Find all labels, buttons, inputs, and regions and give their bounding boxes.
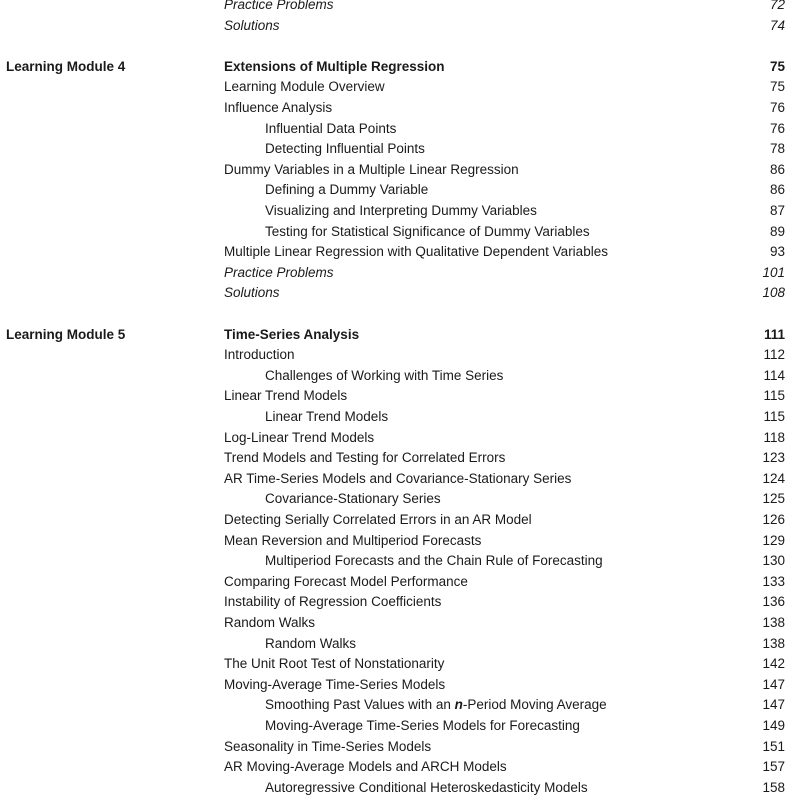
module-label: Learning Module 4 <box>6 58 126 74</box>
entry-title: Moving-Average Time-Series Models <box>224 676 446 692</box>
toc-entry <box>0 551 800 571</box>
page-number: 114 <box>763 367 785 383</box>
page-number: 142 <box>762 656 785 672</box>
page-number: 112 <box>763 347 785 363</box>
page-number: 123 <box>762 450 785 466</box>
entry-title: Multiperiod Forecasts and the Chain Rule of Forecasting <box>265 553 603 569</box>
page-number: 136 <box>762 594 785 610</box>
page-number: 147 <box>762 697 785 713</box>
toc-entry <box>0 139 800 159</box>
entry-title: Practice Problems <box>224 0 334 12</box>
toc-entry <box>0 572 800 592</box>
entry-title: Linear Trend Models <box>224 388 348 404</box>
entry-title: The Unit Root Test of Nonstationarity <box>224 656 445 672</box>
entry-title: Detecting Influential Points <box>265 141 425 157</box>
page-number: 147 <box>762 676 785 692</box>
toc-entry <box>0 469 800 489</box>
page-number: 115 <box>763 388 785 404</box>
toc-entry <box>0 160 800 180</box>
entry-title: Practice Problems <box>224 264 334 280</box>
toc-entry <box>0 98 800 118</box>
toc-entry <box>0 695 800 715</box>
entry-title: Challenges of Working with Time Series <box>265 367 504 383</box>
page-number: 86 <box>769 161 785 177</box>
toc-entry <box>0 407 800 427</box>
toc-entry <box>0 428 800 448</box>
toc-entry <box>0 283 800 303</box>
toc-entry <box>0 654 800 674</box>
page-number: 158 <box>762 779 785 795</box>
toc-entry <box>0 201 800 221</box>
entry-title: Solutions <box>224 285 280 301</box>
page-number: 87 <box>769 203 785 218</box>
toc-entry <box>0 716 800 736</box>
toc-entry <box>0 510 800 530</box>
entry-title: Random Walks <box>224 615 316 630</box>
toc-entry <box>0 222 800 242</box>
toc-entry <box>0 242 800 262</box>
page-number: 75 <box>769 58 785 74</box>
entry-title: Instability of Regression Coefficients <box>224 594 442 610</box>
entry-title: Linear Trend Models <box>265 409 389 424</box>
page-number: 86 <box>769 182 785 198</box>
page-number: 75 <box>769 79 785 95</box>
entry-title: Visualizing and Interpreting Dummy Variables <box>265 203 537 218</box>
page-number: 108 <box>762 285 785 301</box>
toc-entry <box>0 737 800 757</box>
module-title: Extensions of Multiple Regression <box>224 58 445 74</box>
page-number: 74 <box>769 17 785 33</box>
entry-title: Multiple Linear Regression with Qualitative Dependent Variables <box>224 244 608 260</box>
entry-title: Influence Analysis <box>224 100 333 115</box>
page-number: 76 <box>769 100 785 115</box>
toc-entry <box>0 613 800 633</box>
toc-entry <box>0 77 800 97</box>
toc-entry <box>0 386 800 406</box>
module-label: Learning Module 5 <box>6 326 126 342</box>
entry-title: AR Time-Series Models and Covariance-Stationary Series <box>224 470 572 486</box>
entry-title: Seasonality in Time-Series Models <box>224 738 432 754</box>
entry-title: Detecting Serially Correlated Errors in an AR Model <box>224 512 532 527</box>
toc-entry <box>0 0 800 15</box>
entry-title: Autoregressive Conditional Heteroskedasticity Models <box>265 779 588 795</box>
page-number: 151 <box>762 738 785 754</box>
toc-entry <box>0 489 800 509</box>
entry-title: Smoothing Past Values with an n-Period Moving Average <box>265 697 607 713</box>
toc-entry <box>0 180 800 200</box>
page-number: 72 <box>769 0 785 12</box>
page-number: 76 <box>769 120 785 136</box>
entry-title: Random Walks <box>265 635 357 651</box>
toc-entry <box>0 325 800 345</box>
entry-title: Moving-Average Time-Series Models for Forecasting <box>265 718 580 733</box>
page-number: 126 <box>762 512 785 527</box>
toc-entry <box>0 634 800 654</box>
page-number: 115 <box>763 409 785 424</box>
toc-entry <box>0 531 800 551</box>
page-number: 125 <box>762 491 785 507</box>
entry-title: Mean Reversion and Multiperiod Forecasts <box>224 532 482 548</box>
toc-entry <box>0 592 800 612</box>
toc-entry <box>0 119 800 139</box>
page-number: 133 <box>762 573 785 589</box>
toc-entry <box>0 757 800 777</box>
page-number: 130 <box>762 553 785 569</box>
page-number: 138 <box>762 615 785 630</box>
entry-title: Defining a Dummy Variable <box>265 182 429 198</box>
page-number: 129 <box>762 532 785 548</box>
entry-title: Log-Linear Trend Models <box>224 429 375 445</box>
entry-title: Comparing Forecast Model Performance <box>224 573 468 589</box>
module-title: Time-Series Analysis <box>224 326 360 342</box>
toc-entry <box>0 366 800 386</box>
entry-title: Influential Data Points <box>265 120 397 136</box>
toc-entry <box>0 345 800 365</box>
page-number: 149 <box>762 718 785 733</box>
entry-title: Trend Models and Testing for Correlated Errors <box>224 450 506 466</box>
entry-title: Learning Module Overview <box>224 79 385 95</box>
page-number: 124 <box>762 470 785 486</box>
page-number: 111 <box>763 326 785 342</box>
toc-entry <box>0 675 800 695</box>
toc-entry <box>0 57 800 77</box>
toc-entry <box>0 263 800 283</box>
page-number: 93 <box>769 244 785 260</box>
toc-entry <box>0 778 800 798</box>
page-number: 101 <box>762 264 785 280</box>
entry-title: Covariance-Stationary Series <box>265 491 441 507</box>
entry-title: Dummy Variables in a Multiple Linear Regression <box>224 161 519 177</box>
page-number: 157 <box>762 759 785 775</box>
page-number: 118 <box>763 429 785 445</box>
entry-title: Introduction <box>224 347 295 363</box>
page-number: 78 <box>769 141 785 157</box>
toc-entry <box>0 16 800 36</box>
page-number: 138 <box>762 635 785 651</box>
toc-entry <box>0 448 800 468</box>
page-number: 89 <box>769 223 785 239</box>
entry-title: Testing for Statistical Significance of Dummy Variables <box>265 223 590 239</box>
entry-title: Solutions <box>224 17 280 33</box>
entry-title: AR Moving-Average Models and ARCH Models <box>224 759 507 775</box>
